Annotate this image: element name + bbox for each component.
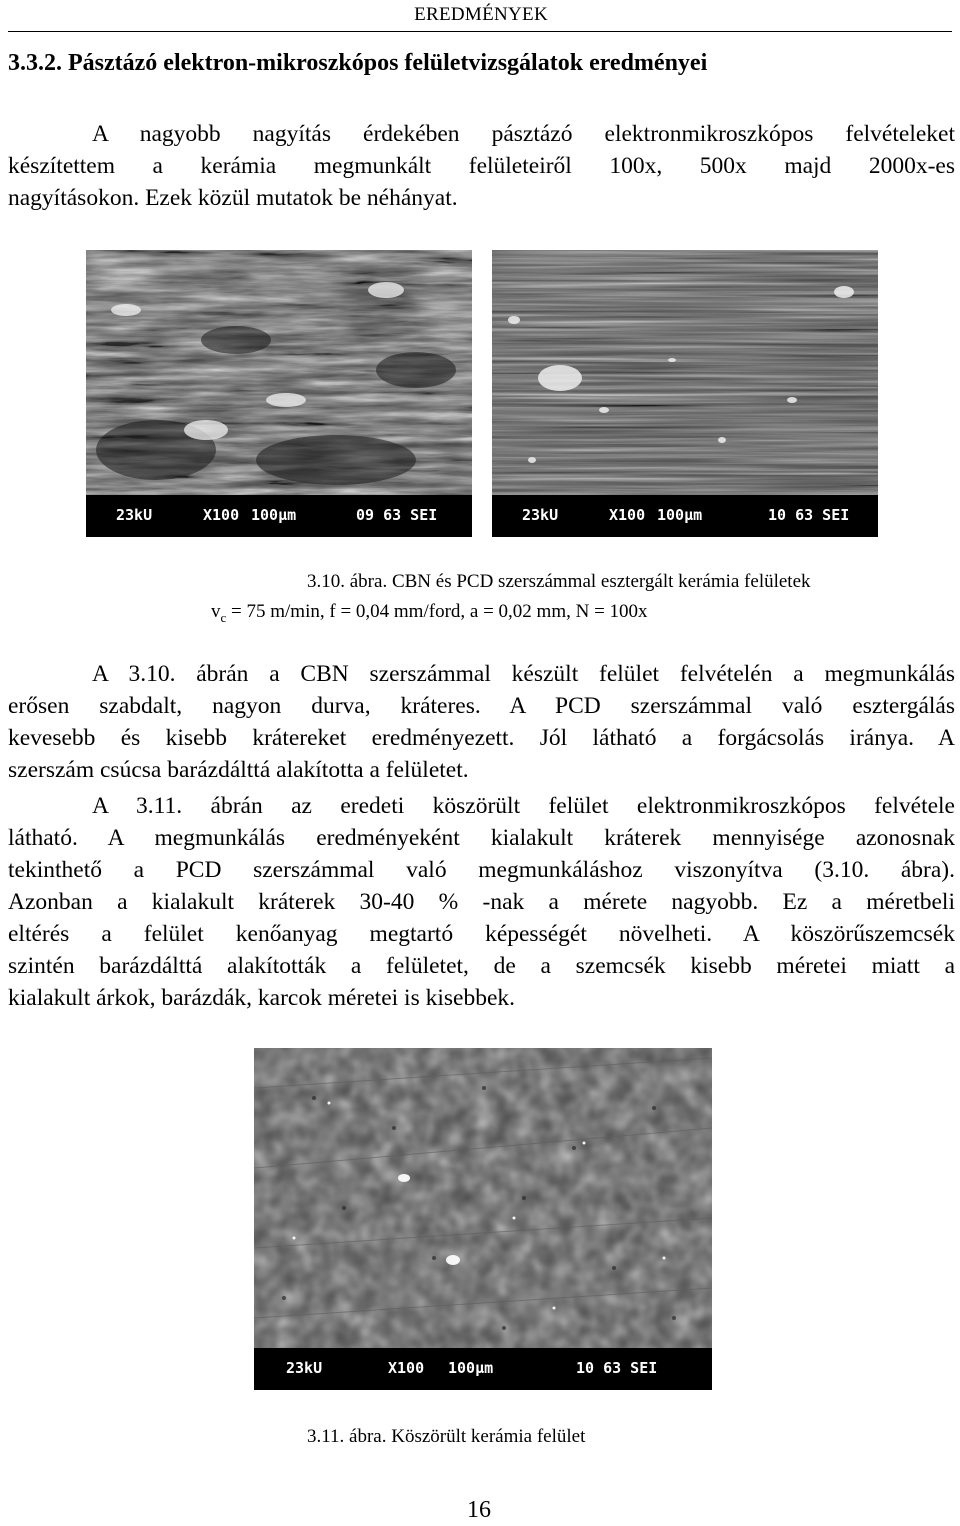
sem-texture-ground (254, 1048, 712, 1348)
running-header (0, 2, 960, 28)
body-line: kevesebb és kisebb krátereket eredményezett. Jól látható a forgácsolás iránya. A (8, 725, 955, 751)
image-id-label: 09 63 SEI (356, 506, 438, 524)
voltage-label: 23kU (286, 1359, 323, 1377)
body-line: A 3.11. ábrán az eredeti köszörült felület elektronmikroszkópos felvétele (92, 793, 955, 819)
scale-label: 100µm (448, 1359, 494, 1377)
intro-line: A nagyobb nagyítás érdekében pásztázó elektronmikroszkópos felvételeket (92, 121, 955, 147)
body-line: tekinthető a PCD szerszámmal való megmunkáláshoz viszonyítva (3.10. ábra). (8, 857, 955, 883)
body-paragraph-2 (8, 790, 955, 1014)
sem-databar (492, 495, 878, 537)
sem-databar (86, 495, 472, 537)
magnification-label: X100 (609, 506, 646, 524)
caption-label: 3.10. ábra. (307, 571, 388, 592)
intro-line: készítettem a kerámia megmunkált felületeiről 100x, 500x majd 2000x-es (8, 153, 955, 179)
sem-databar (254, 1348, 712, 1390)
magnification-label: X100 (388, 1359, 425, 1377)
body-line: kialakult árkok, barázdák, karcok méretei is kisebbek. (8, 985, 516, 1011)
voltage-label: 23kU (116, 506, 153, 524)
figure-3-10-parameters (211, 601, 648, 626)
body-line: szintén barázdálttá alakították a felületet, de a szemcsék kisebb méretei miatt a (8, 953, 955, 979)
sem-image-pcd (492, 250, 878, 537)
body-line: Azonban a kialakult kráterek 30-40 % -nak a mérete nagyobb. Ez a méretbeli (8, 889, 955, 915)
image-id-label: 10 63 SEI (576, 1359, 658, 1377)
magnification-label: X100 (203, 506, 240, 524)
figure-3-11-caption: 3.11. ábra. Köszörült kerámia felület (307, 1426, 586, 1447)
body-line: A 3.10. ábrán a CBN szerszámmal készült felület felvételén a megmunkálás (92, 661, 955, 687)
sem-texture-pcd (492, 250, 878, 495)
sem-image-ground (254, 1048, 712, 1390)
body-line: szerszám csúcsa barázdálttá alakította a felületet. (8, 757, 469, 783)
param-v: v (211, 601, 221, 622)
param-subscript: c (220, 609, 227, 625)
body-line: erősen szabdalt, nagyon durva, kráteres. A PCD szerszámmal való esztergálás (8, 693, 955, 719)
caption-text: CBN és PCD szerszámmal esztergált kerámia felületek (391, 571, 811, 592)
body-line: látható. A megmunkálás eredményeként kialakult kráterek mennyisége azonosnak (8, 825, 955, 851)
param-values: = 75 m/min, f = 0,04 mm/ford, a = 0,02 mm, N = 100x (226, 601, 648, 622)
voltage-label: 23kU (522, 506, 559, 524)
body-line: eltérés a felület kenőanyag megtartó képességét növelheti. A köszörűszemcsék (8, 921, 955, 947)
page-number: 16 (467, 1497, 491, 1523)
running-title: EREDMÉNYEK (414, 4, 548, 25)
header-rule (8, 31, 952, 32)
intro-line: nagyításokon. Ezek közül mutatok be néhányat. (8, 185, 458, 211)
intro-paragraph (8, 118, 955, 214)
scale-label: 100µm (657, 506, 703, 524)
scale-label: 100µm (251, 506, 297, 524)
sem-image-cbn (86, 250, 472, 537)
image-id-label: 10 63 SEI (768, 506, 850, 524)
sem-texture-cbn (86, 250, 472, 495)
body-paragraph-1 (8, 658, 955, 786)
section-title: 3.3.2. Pásztázó elektron-mikroszkópos felületvizsgálatok eredményei (8, 50, 708, 76)
figure-3-10-caption (307, 571, 811, 593)
